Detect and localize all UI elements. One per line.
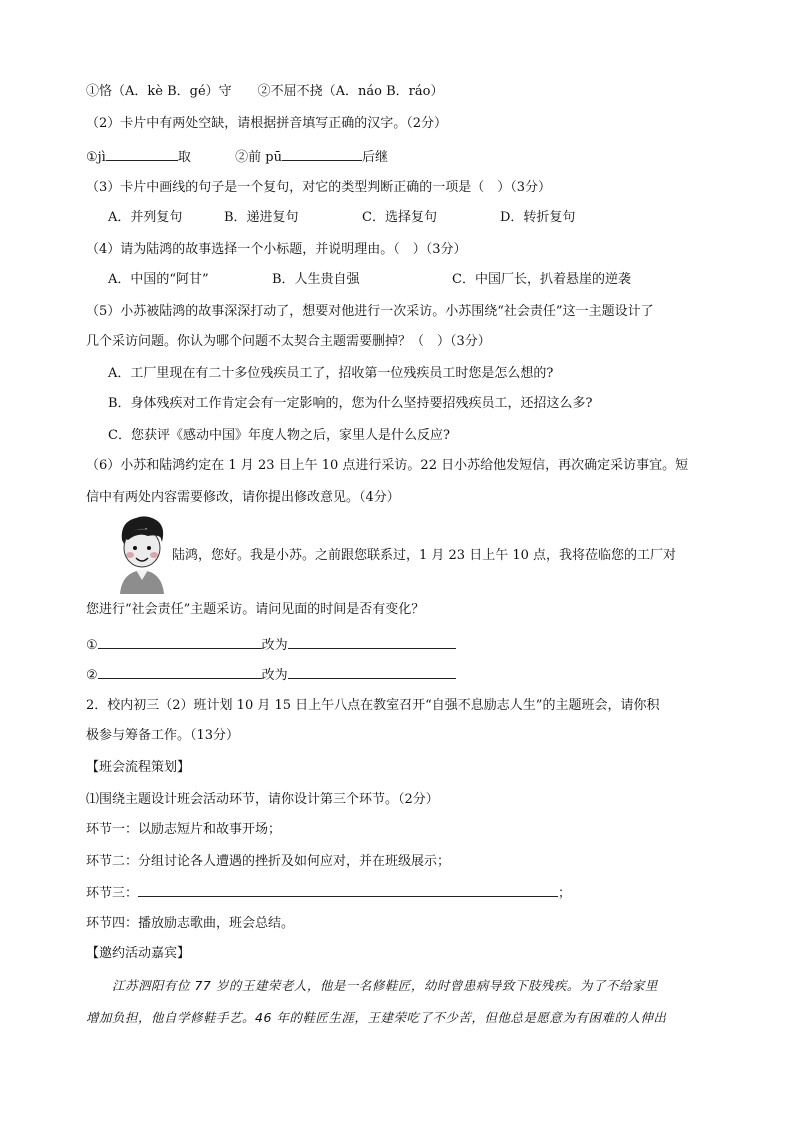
boy-avatar-icon xyxy=(116,514,168,594)
option-d[interactable]: D．转折复句 xyxy=(500,210,576,225)
q1-5-option-a[interactable]: A．工厂里现在有二十多位残疾员工了，招收第一位残疾员工时您是怎么想的? xyxy=(108,366,554,381)
sms-message-line1: 陆鸿，您好。我是小苏。之前跟您联系过，1 月 23 日上午 10 点，我将莅临您的工厂对 xyxy=(172,548,677,563)
revision-row-2 xyxy=(86,664,456,686)
option-c[interactable]: C．选择复句 xyxy=(362,210,437,225)
revision-row-1 xyxy=(86,634,456,656)
revision-number: ② xyxy=(86,668,98,683)
change-to-label: 改为 xyxy=(261,668,288,683)
revision-number: ① xyxy=(86,638,98,653)
revision-1-new[interactable] xyxy=(288,634,456,649)
option-b[interactable]: B．人生贵自强 xyxy=(272,272,360,287)
revision-2-original[interactable] xyxy=(98,664,262,679)
option-c[interactable]: C．中国厂长，扒着悬崖的逆袭 xyxy=(452,272,631,287)
q1-2-blanks xyxy=(86,146,388,168)
q2-prompt-line1: 2．校内初三（2）班计划 10 月 15 日上午八点在教室召开“自强不息励志人生”的主题班会，请你积 xyxy=(86,698,660,713)
blank2-suffix: 后继 xyxy=(361,150,388,165)
q1-5-prompt-line2: 几个采访问题。你认为哪个问题不太契合主题需要删掉？（ ）（3分） xyxy=(86,334,491,349)
q1-6-prompt-line2: 信中有两处内容需要修改，请你提出修改意见。（4分） xyxy=(86,490,400,505)
q1-5-option-c[interactable]: C．您获评《感动中国》年度人物之后，家里人是什么反应? xyxy=(108,428,450,443)
step-four: 环节四：播放励志歌曲，班会总结。 xyxy=(86,916,295,931)
revision-2-new[interactable] xyxy=(288,664,456,679)
blank1-suffix: 取 xyxy=(177,150,191,165)
step-two: 环节二：分组讨论各人遭遇的挫折及如何应对，并在班级展示； xyxy=(86,854,451,869)
step-three-blank[interactable] xyxy=(138,882,558,897)
step-one: 环节一：以励志短片和故事开场； xyxy=(86,822,282,837)
story-line1: 江苏泗阳有位 77 岁的王建荣老人，他是一名修鞋匠，幼时曾患病导致下肢残疾。为了不给家里 xyxy=(112,978,658,993)
q1-3-options xyxy=(108,208,575,228)
q1-5-option-b[interactable]: B．身体残疾对工作肯定会有一定影响的，您为什么坚持要招残疾员工，还招这么多? xyxy=(108,396,593,411)
blank-1[interactable] xyxy=(106,146,178,161)
blank1-pinyin: ①jì xyxy=(86,150,106,165)
q1-2-prompt: （2）卡片中有两处空缺，请根据拼音填写正确的汉字。（2分） xyxy=(86,116,448,131)
q1-6-prompt-line1: （6）小苏和陆鸿约定在 1 月 23 日上午 10 点进行采访。22 日小苏给他发短信，再次确定采访事宜。短 xyxy=(86,458,689,473)
blank-2[interactable] xyxy=(282,146,362,161)
q1-4-options xyxy=(108,270,631,290)
change-to-label: 改为 xyxy=(261,638,288,653)
q1-3-prompt: （3）卡片中画线的句子是一个复句，对它的类型判断正确的一项是（ ）（3分） xyxy=(86,180,552,195)
option-a[interactable]: A．并列复句 xyxy=(108,210,183,225)
section-heading-guest: 【邀约活动嘉宾】 xyxy=(86,946,191,961)
q1-4-prompt: （4）请为陆鸿的故事选择一个小标题，并说明理由。（ ）（3分） xyxy=(86,242,467,257)
step-three xyxy=(86,882,571,904)
q1-5-prompt-line1: （5）小苏被陆鸿的故事深深打动了，想要对他进行一次采访。小苏围绕“社会责任”这一主题设计了 xyxy=(86,304,654,319)
q2-1-prompt: ⑴围绕主题设计班会活动环节，请你设计第三个环节。（2分） xyxy=(86,792,439,807)
q1-pronunciation-options: ①恪（A．kè B．gé）守 ②不屈不挠（A．náo B．ráo） xyxy=(86,84,444,99)
option-a[interactable]: A．中国的“阿甘” xyxy=(108,272,209,287)
q2-prompt-line2: 极参与筹备工作。（13分） xyxy=(86,728,240,743)
step-three-end: ； xyxy=(558,886,572,901)
story-line2: 增加负担，他自学修鞋手艺。46 年的鞋匠生涯，王建荣吃了不少苦，但他总是愿意为有困难的人伸出 xyxy=(86,1010,667,1025)
section-heading-plan: 【班会流程策划】 xyxy=(86,760,191,775)
sms-message-line2: 您进行“社会责任”主题采访。请问见面的时间是否有变化？ xyxy=(86,602,425,617)
revision-1-original[interactable] xyxy=(98,634,262,649)
step-three-label: 环节三： xyxy=(86,886,139,901)
option-b[interactable]: B．递进复句 xyxy=(224,210,299,225)
blank2-pinyin: ②前 pū xyxy=(235,150,282,165)
